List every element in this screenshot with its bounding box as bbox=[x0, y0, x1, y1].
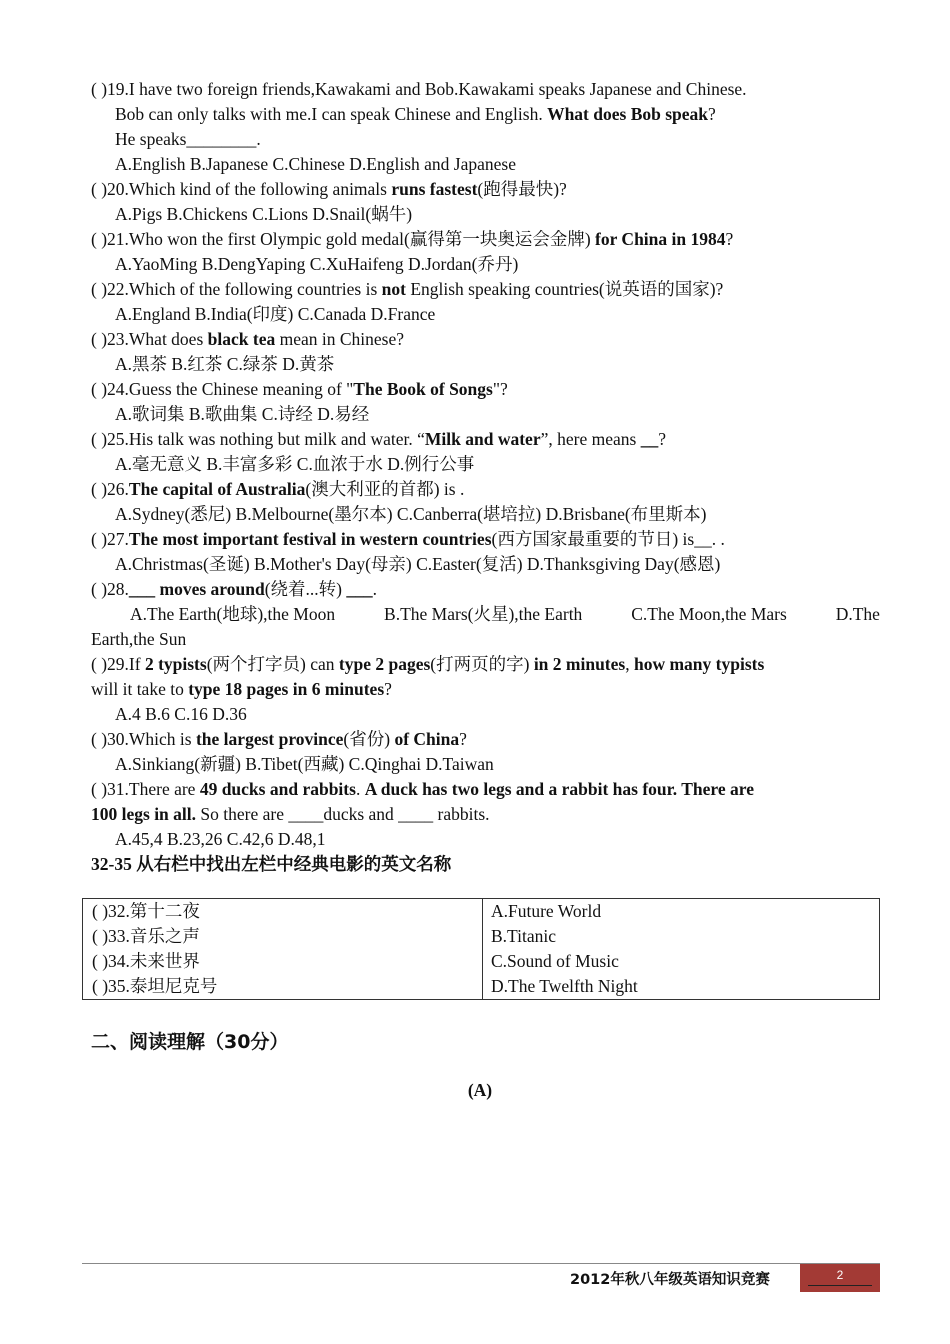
q29-options: A.4 B.6 C.16 D.36 bbox=[115, 704, 247, 724]
section-subtitle: (A) bbox=[467, 1080, 493, 1100]
q30-text-3: ? bbox=[459, 729, 467, 749]
match-heading: 32-35 从右栏中找出左栏中经典电影的英文名称 bbox=[91, 854, 452, 874]
q19-text: ( )19.I have two foreign friends,Kawakami and Bob.Kawakami speaks Japanese and Chinese. bbox=[91, 79, 747, 99]
page-number-badge bbox=[800, 1264, 880, 1292]
q24-text-2: "? bbox=[492, 379, 508, 399]
q21-question bbox=[91, 227, 880, 252]
q28-option-d: D.The bbox=[835, 604, 880, 624]
q28-emphasis: ___ moves around bbox=[128, 579, 265, 599]
q29-emphasis-2: type 2 pages bbox=[338, 654, 431, 674]
q26-text: ( )26. bbox=[91, 479, 129, 499]
table-row bbox=[83, 899, 880, 1000]
q28-text: ( )28. bbox=[91, 579, 129, 599]
q31-emphasis: 49 ducks and rabbits bbox=[199, 779, 356, 799]
q22-emphasis: not bbox=[381, 279, 406, 299]
match-left-item: ( )34.未来世界 bbox=[92, 951, 200, 971]
q29-emphasis: 2 typists bbox=[144, 654, 207, 674]
q31-emphasis-2: A duck has two legs and a rabbit has four. There are bbox=[364, 779, 754, 799]
q30-text-2: (省份) bbox=[343, 729, 395, 749]
q26-question bbox=[91, 477, 880, 502]
q28-text-2: (绕着...转) bbox=[264, 579, 347, 599]
q24-emphasis: The Book of Songs bbox=[353, 379, 493, 399]
q28-option-c: C.The Moon,the Mars bbox=[631, 604, 787, 624]
q24-question bbox=[91, 377, 880, 402]
q29-text: ( )29.If bbox=[91, 654, 145, 674]
match-left-item: ( )32.第十二夜 bbox=[92, 901, 200, 921]
q31-text-2: . bbox=[355, 779, 365, 799]
q22-text-2: English speaking countries(说英语的国家)? bbox=[405, 279, 724, 299]
q29-text-2: (两个打字员) can bbox=[206, 654, 339, 674]
match-left-column bbox=[83, 899, 483, 1000]
match-right-item: A.Future World bbox=[491, 901, 602, 921]
q31-options: A.45,4 B.23,26 C.42,6 D.48,1 bbox=[115, 829, 326, 849]
q26-text-2: (澳大利亚的首都) is . bbox=[305, 479, 465, 499]
q24-text: ( )24.Guess the Chinese meaning of " bbox=[91, 379, 354, 399]
q20-options: A.Pigs B.Chickens C.Lions D.Snail(蜗牛) bbox=[115, 204, 413, 224]
q23-question bbox=[91, 327, 880, 352]
q29-emphasis-3: in 2 minutes bbox=[533, 654, 626, 674]
q19-text-2: Bob can only talks with me.I can speak Chinese and English. bbox=[115, 104, 548, 124]
page-number: 2 bbox=[836, 1268, 844, 1282]
q31-text: ( )31.There are bbox=[91, 779, 200, 799]
q28-question bbox=[91, 577, 880, 602]
q26-emphasis: The capital of Australia bbox=[128, 479, 306, 499]
q20-text: ( )20.Which kind of the following animals bbox=[91, 179, 392, 199]
q28-options bbox=[91, 602, 880, 627]
q20-text-2: (跑得最快)? bbox=[477, 179, 567, 199]
footer-divider bbox=[82, 1263, 880, 1264]
q22-text: ( )22.Which of the following countries is bbox=[91, 279, 382, 299]
q20-emphasis: runs fastest bbox=[391, 179, 478, 199]
q28-option-a: A.The Earth(地球),the Moon bbox=[130, 604, 336, 624]
q28-options-cont: Earth,the Sun bbox=[91, 629, 187, 649]
q25-emphasis: Milk and water bbox=[424, 429, 541, 449]
q25-text-3: ? bbox=[658, 429, 666, 449]
q26-options: A.Sydney(悉尼) B.Melbourne(墨尔本) C.Canberra(堪培拉) D.Brisbane(布里斯本) bbox=[115, 504, 707, 524]
q29-text-5: will it take to bbox=[91, 679, 189, 699]
q31-emphasis-3: 100 legs in all. bbox=[91, 804, 197, 824]
q22-options: A.England B.India(印度) C.Canada D.France bbox=[115, 304, 436, 324]
q27-emphasis: The most important festival in western countries bbox=[128, 529, 492, 549]
q19-options: A.English B.Japanese C.Chinese D.English and Japanese bbox=[115, 154, 516, 174]
q25-blank: __ bbox=[640, 429, 659, 449]
match-left-item: ( )35.泰坦尼克号 bbox=[92, 976, 218, 996]
question-list bbox=[91, 77, 880, 877]
q19-line-2 bbox=[91, 102, 880, 127]
q20-question bbox=[91, 177, 880, 202]
q29-text-4: , bbox=[625, 654, 634, 674]
q25-text-2: ”, here means bbox=[540, 429, 641, 449]
q19-text-3: ? bbox=[708, 104, 716, 124]
match-left-item: ( )33.音乐之声 bbox=[92, 926, 200, 946]
q28-blank: ___ bbox=[346, 579, 373, 599]
q29-question-cont bbox=[91, 677, 880, 702]
q21-options: A.YaoMing B.DengYaping C.XuHaifeng D.Jordan(乔丹) bbox=[115, 254, 519, 274]
match-right-column bbox=[483, 899, 880, 1000]
q29-question bbox=[91, 652, 880, 677]
q30-options: A.Sinkiang(新疆) B.Tibet(西藏) C.Qinghai D.Taiwan bbox=[115, 754, 494, 774]
q22-question bbox=[91, 277, 880, 302]
page-number-underline bbox=[808, 1285, 872, 1286]
match-right-item: C.Sound of Music bbox=[491, 951, 619, 971]
q27-text-2: (西方国家最重要的节日) is__. . bbox=[491, 529, 725, 549]
q31-question bbox=[91, 777, 880, 802]
q21-emphasis: for China in 1984 bbox=[595, 229, 726, 249]
q27-question bbox=[91, 527, 880, 552]
q19-line-3: He speaks________. bbox=[115, 129, 261, 149]
q23-text-2: mean in Chinese? bbox=[275, 329, 404, 349]
q23-text: ( )23.What does bbox=[91, 329, 208, 349]
q27-options: A.Christmas(圣诞) B.Mother's Day(母亲) C.Easter(复活) D.Thanksgiving Day(感恩) bbox=[115, 554, 721, 574]
q21-text: ( )21.Who won the first Olympic gold medal(赢得第一块奥运会金牌) bbox=[91, 229, 596, 249]
q30-emphasis-2: of China bbox=[394, 729, 460, 749]
q24-options: A.歌词集 B.歌曲集 C.诗经 D.易经 bbox=[115, 404, 370, 424]
q29-emphasis-5: type 18 pages in 6 minutes bbox=[188, 679, 385, 699]
footer-title: 2012年秋八年级英语知识竞赛 bbox=[570, 1272, 770, 1288]
section-title: 二、阅读理解（30分） bbox=[91, 1031, 289, 1053]
q28-option-b: B.The Mars(火星),the Earth bbox=[384, 604, 583, 624]
q30-question bbox=[91, 727, 880, 752]
match-right-item: D.The Twelfth Night bbox=[491, 976, 638, 996]
q19-line-1 bbox=[91, 77, 880, 102]
q28-text-3: . bbox=[372, 579, 377, 599]
q31-text-3: So there are ____ducks and ____ rabbits. bbox=[196, 804, 490, 824]
q27-text: ( )27. bbox=[91, 529, 129, 549]
q19-emphasis: What does Bob speak bbox=[547, 104, 709, 124]
q29-emphasis-4: how many typists bbox=[633, 654, 765, 674]
q23-options: A.黑茶 B.红茶 C.绿茶 D.黄茶 bbox=[115, 354, 335, 374]
q30-emphasis: the largest province bbox=[195, 729, 344, 749]
q25-question bbox=[91, 427, 880, 452]
q25-text: ( )25.His talk was nothing but milk and water. “ bbox=[91, 429, 425, 449]
q25-options: A.毫无意义 B.丰富多彩 C.血浓于水 D.例行公事 bbox=[115, 454, 475, 474]
q29-text-3: (打两页的字) bbox=[430, 654, 534, 674]
q21-text-2: ? bbox=[725, 229, 734, 249]
matching-table bbox=[82, 898, 880, 1000]
q29-text-6: ? bbox=[384, 679, 392, 699]
q30-text: ( )30.Which is bbox=[91, 729, 196, 749]
q23-emphasis: black tea bbox=[207, 329, 276, 349]
match-right-item: B.Titanic bbox=[491, 926, 556, 946]
q31-question-cont bbox=[91, 802, 880, 827]
